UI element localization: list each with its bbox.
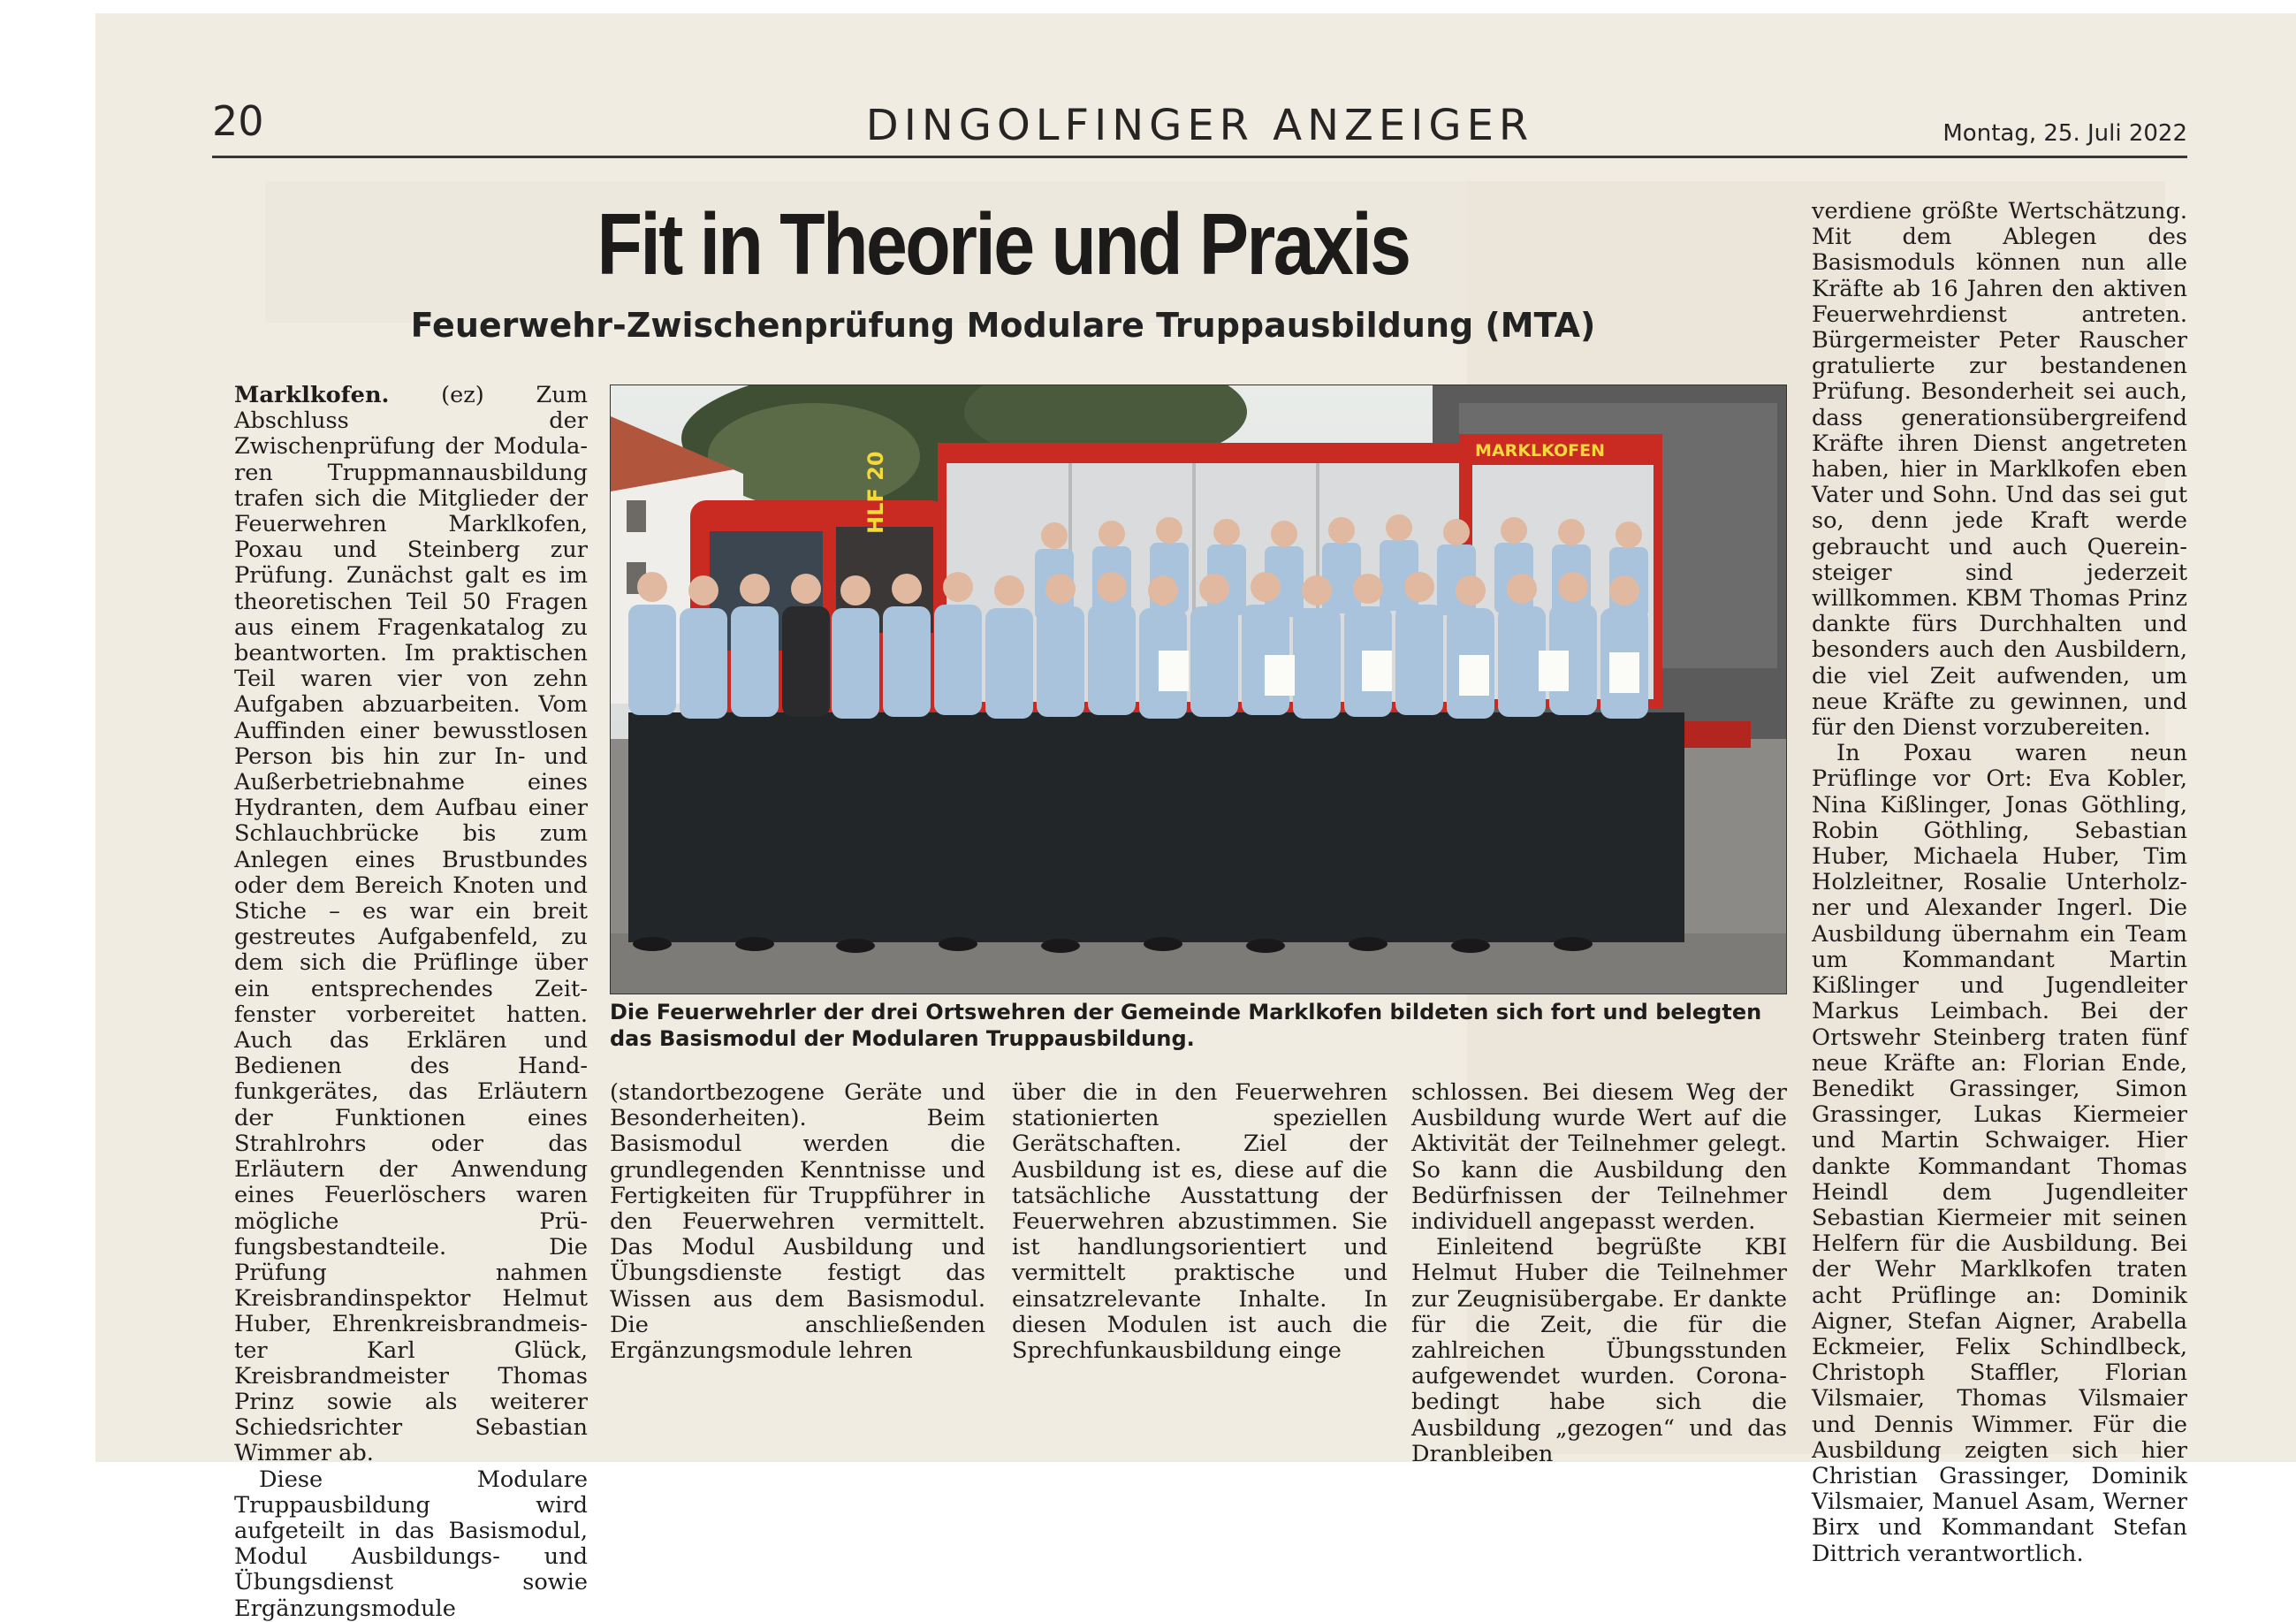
issue-date: Montag, 25. Juli 2022 (1942, 120, 2187, 147)
page-number: 20 (212, 97, 264, 145)
lead-paragraph: (ez) Zum Abschluss der Zwischenprüfung der Modularen Truppmannausbildung trafen sich die Mitglieder der Feuerwehren Marklkofen, Poxau und Steinberg zur Prüfung. Zunächst galt es im theoretischen Teil 50 Fragen aus einem Fragenkatalog zu beantworten. Im praktischen Teil waren vier von zehn Aufgaben abzuarbeiten. Vom Auffinden einer bewusstlosen Person bis hin zur In- und Außerbetriebnahme eines Hydranten, dem Aufbau einer Schlauchbrücke bis zum Anlegen eines Brustbundes oder dem Bereich Knoten und Stiche – es war ein breit gestreutes Aufgabenfeld, zu dem sich die Prüflinge über ein entsprechendes Zeitfenster vorbereitet hatten. Auch das Erklären und Bedienen des Handfunkgerätes, das Erläutern der Funktionen eines Strahlrohrs oder das Erläutern der Anwendung eines Feuerlöschers waren mögliche Prüfungsbestandteile. Die Prüfung nahmen Kreisbrandinspektor Helmut Huber, Ehrenkreisbrandmeister Karl Glück, Kreisbrandmeister Thomas Prinz sowie als weiterer Schiedsrichter Sebastian Wimmer ab. (234, 382, 588, 1467)
truck-body-text: MARKLKOFEN (1475, 441, 1605, 461)
article-column-5 (1812, 199, 2187, 1567)
paragraph: schlossen. Bei diesem Weg der Ausbildung wurde Wert auf die Aktivität der Teilnehmer gelegt. So kann die Ausbildung den Bedürfnissen der Teilnehmer individuell angepasst werden. (1411, 1079, 1787, 1236)
article-column-2 (610, 1080, 985, 1364)
newspaper-name: DINGOLFINGER ANZEIGER (865, 101, 1534, 150)
paragraph: über die in den Feuerwehren stationierten speziellen Gerätschaften. Ziel der Ausbildung ist es, diese auf die tatsächliche Ausstattung der Feuerwehren abzustimmen. Sie ist handlungsorientiert und vermittelt praktische und einsatzrelevante Inhalte. In diesen Modulen ist auch die Sprechfunkausbildung einge (1012, 1079, 1387, 1365)
dateline: Marklkofen. (234, 382, 390, 408)
paragraph: (standortbezogene Geräte und Besonderheiten). Beim Basismodul werden die grundlegenden Kenntnisse und Fertigkeiten für Truppführer in den Feuerwehren vermittelt. Das Modul Ausbildung und Übungsdienste festigt das Wissen aus dem Basismodul. Die anschließenden Ergänzungsmodule lehren (610, 1079, 985, 1365)
article-column-1 (234, 383, 588, 1622)
paragraph: verdiene größte Wertschätzung. Mit dem Ablegen des Basismoduls können nun alle Kräfte ab 16 Jahren den aktiven Feuerwehrdienst antreten. Bürgermeister Peter Rauscher gratulierte zur bestandenen Prüfung. Besonderheit sei auch, dass generationsübergreifend Kräfte ihren Dienst angetreten haben, hier in Marklkofen eben Vater und Sohn. Und das sei gut so, denn jede Kraft werde gebraucht und auch Quereinsteiger sind jederzeit willkommen. KBM Thomas Prinz dankte fürs Durchhalten und besonders auch den Ausbildern, die viel Zeit aufwenden, um neue Kräfte zu gewinnen, und für den Dienst vorzubereiten. (1812, 198, 2187, 742)
firefighters-photo (611, 385, 1786, 994)
paragraph: In Poxau waren neun Prüflinge vor Ort: Eva Kobler, Nina Kißlinger, Jonas Göthling, Robin Göthling, Sebastian Huber, Michaela Huber, Tim Holzleitner, Rosalie Unterholzner und Alexander Ingerl. Die Ausbildung übernahm ein Team um Kommandant Martin Kißlinger und Jugendleiter Markus Leimbach. Bei der Ortswehr Steinberg traten fünf neue Kräfte an: Florian Ende, Benedikt Grassinger, Simon Grassinger, Lukas Kiermeier und Martin Schwaiger. Hier dankte Kommandant Thomas Heindl dem Jugendleiter Sebastian Kiermeier mit seinen Helfern für die Ausbildung. Bei der Wehr Marklkofen traten acht Prüflinge an: Dominik Aigner, Stefan Aigner, Arabella Eckmeier, Felix Schindlbeck, Christoph Staffler, Florian Vilsmaier, Thomas Vilsmaier und Dennis Wimmer. Für die Ausbildung zeigten sich hier Christian Grassinger, Dominik Vilsmaier, Manuel Asam, Werner Birx und Kommandant Stefan Dittrich verantwortlich. (1812, 740, 2187, 1567)
truck-cab-text: HLF 20 (863, 451, 888, 534)
article-column-3 (1012, 1080, 1387, 1364)
article-column-4 (1411, 1080, 1787, 1467)
article-subheadline: Feuerwehr-Zwischenprüfung Modulare Truppausbildung (MTA) (410, 306, 1596, 345)
article-headline: Fit in Theorie und Praxis (597, 195, 1410, 293)
group-photo (610, 385, 1787, 994)
header-rule (212, 156, 2187, 158)
page-header (212, 97, 2187, 159)
photo-caption: Die Feuerwehrler der drei Ortswehren der Gemeinde Marklkofen bildeten sich fort und belegten das Basismodul der Modularen Truppausbildung. (610, 1000, 1762, 1051)
paragraph: Diese Modulare Truppausbildung wird aufgeteilt in das Basismodul, Modul Ausbildungs- und Übungsdienst sowie Ergänzungsmodule (234, 1466, 588, 1622)
paragraph: Einleitend begrüßte KBI Helmut Huber die Teilnehmer zur Zeugnisübergabe. Er dankte für die Zeit, die für die zahlreichen Übungsstunden aufgewendet wurden. Coronabedingt habe sich die Ausbildung „gezogen“ und das Dranbleiben (1411, 1234, 1787, 1467)
